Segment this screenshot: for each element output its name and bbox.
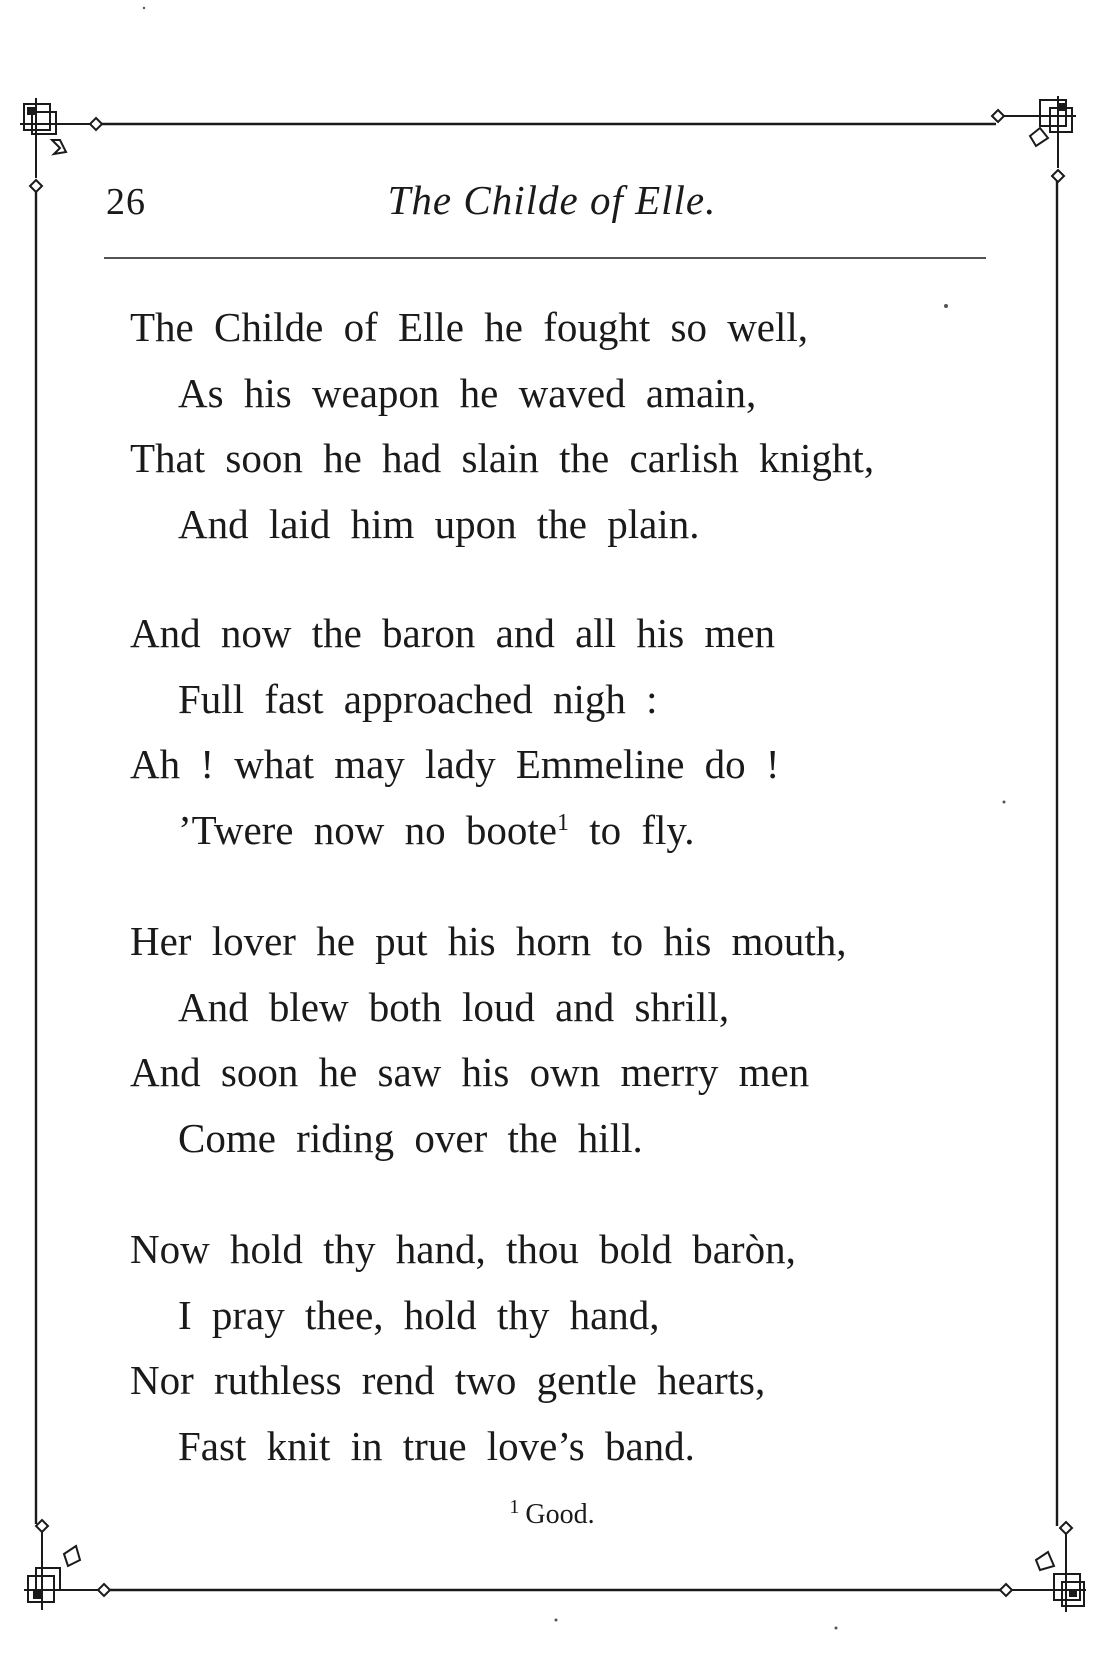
verse-line-text: to fly. bbox=[589, 806, 695, 853]
verse-line: And now the baron and all his men bbox=[130, 610, 776, 656]
verse-line: Come riding over the hill. bbox=[178, 1114, 643, 1161]
footnote-mark: 1 bbox=[509, 1496, 520, 1518]
verse-line: Nor ruthless rend two gentle hearts, bbox=[130, 1357, 766, 1403]
verse-line: And laid him upon the plain. bbox=[178, 500, 700, 547]
footnote bbox=[0, 1496, 1104, 1531]
verse-line: As his weapon he waved amain, bbox=[178, 369, 757, 416]
footnote-text: Good. bbox=[525, 1499, 595, 1530]
corner-knot-bottom-left bbox=[24, 1532, 98, 1610]
stanza bbox=[130, 601, 1000, 863]
corner-knot-top-left bbox=[20, 98, 90, 178]
verse-line: Her lover he put his horn to his mouth, bbox=[130, 918, 847, 964]
footnote-ref: 1 bbox=[556, 809, 569, 836]
paper-speck bbox=[1003, 801, 1006, 804]
diamond-ornament bbox=[98, 1584, 110, 1596]
paper-speck bbox=[835, 1627, 838, 1630]
verse-line-text: ’Twere now no boote bbox=[178, 806, 557, 853]
verse-line: Ah ! what may lady Emmeline do ! bbox=[130, 741, 780, 787]
verse-body bbox=[130, 295, 1000, 1525]
verse-line: The Childe of Elle he fought so well, bbox=[130, 304, 809, 350]
verse-line: And soon he saw his own merry men bbox=[130, 1049, 810, 1095]
verse-line bbox=[130, 798, 1000, 864]
page-title: The Childe of Elle. bbox=[387, 177, 717, 223]
diamond-ornament bbox=[992, 110, 1004, 122]
corner-knot-top-right bbox=[1004, 96, 1076, 168]
corner-knot-bottom-right bbox=[1012, 1534, 1086, 1612]
verse-line: Full fast approached nigh : bbox=[178, 675, 658, 722]
running-head bbox=[0, 176, 1104, 236]
stanza bbox=[130, 1217, 1000, 1479]
paper-speck bbox=[555, 1619, 558, 1622]
verse-line: Fast knit in true love’s band. bbox=[178, 1422, 695, 1469]
diamond-ornament bbox=[90, 118, 102, 130]
page-number: 26 bbox=[106, 181, 146, 223]
stanza bbox=[130, 295, 1000, 557]
verse-line: Now hold thy hand, thou bold baròn, bbox=[130, 1226, 796, 1272]
diamond-ornament bbox=[1000, 1584, 1012, 1596]
paper-speck bbox=[143, 7, 145, 9]
verse-line: I pray thee, hold thy hand, bbox=[178, 1291, 660, 1338]
verse-line: And blew both loud and shrill, bbox=[178, 983, 730, 1030]
stanza bbox=[130, 909, 1000, 1171]
verse-line: That soon he had slain the carlish knight, bbox=[130, 435, 875, 481]
